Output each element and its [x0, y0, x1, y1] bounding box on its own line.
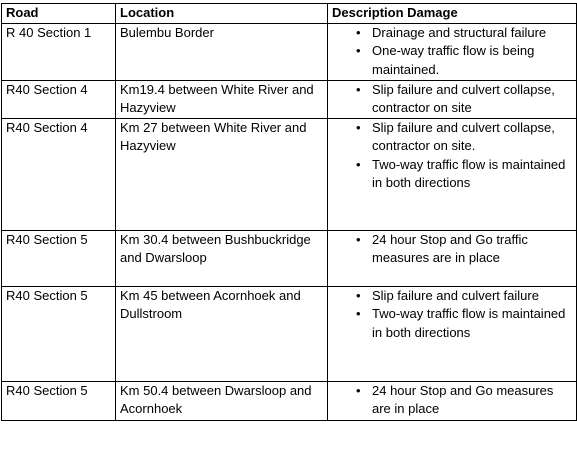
location-cell: Km 45 between Acornhoek and Dullstroom: [116, 286, 328, 381]
location-cell: Km 30.4 between Bushbuckridge and Dwarsloop: [116, 230, 328, 286]
list-item-text: Slip failure and culvert failure: [372, 287, 539, 303]
description-cell: [328, 230, 577, 286]
list-item-text: 24 hour Stop and Go measures are in place: [372, 382, 554, 416]
list-item-text: 24 hour Stop and Go traffic measures are in place: [372, 231, 528, 265]
damage-list: [332, 382, 572, 419]
list-item: [332, 42, 572, 79]
bullet-icon: •: [356, 43, 361, 58]
road-cell: R40 Section 4: [2, 80, 116, 118]
list-item: [332, 305, 572, 342]
damage-list: [332, 231, 572, 268]
header-description-damage: Description Damage: [328, 4, 577, 24]
location-cell: Km 27 between White River and Hazyview: [116, 118, 328, 230]
location-cell: Bulembu Border: [116, 23, 328, 80]
table-row: [2, 80, 577, 118]
bullet-icon: •: [356, 382, 361, 398]
list-item-text: Drainage and structural failure: [372, 24, 547, 40]
description-cell: [328, 118, 577, 230]
list-item: [332, 287, 572, 306]
list-item-text: Slip failure and culvert collapse, contractor on site: [372, 81, 555, 115]
damage-list: [332, 119, 572, 193]
location-cell: Km 50.4 between Dwarsloop and Acornhoek: [116, 381, 328, 420]
list-item: [332, 156, 572, 193]
table-row: [2, 286, 577, 381]
bullet-icon: •: [356, 156, 361, 172]
road-damage-table: [1, 3, 577, 421]
list-item-text: One-way traffic flow is being maintained.: [372, 43, 535, 77]
road-cell: R 40 Section 1: [2, 23, 116, 80]
header-row: [2, 4, 577, 24]
list-item-text: Slip failure and culvert collapse, contractor on site.: [372, 119, 555, 153]
header-location: Location: [116, 4, 328, 24]
road-cell: R40 Section 5: [2, 286, 116, 381]
description-cell: [328, 381, 577, 420]
list-item-text: Two-way traffic flow is maintained in both directions: [372, 156, 566, 190]
description-cell: [328, 23, 577, 80]
bullet-icon: •: [356, 24, 361, 40]
list-item: [332, 119, 572, 156]
road-cell: R40 Section 4: [2, 118, 116, 230]
road-cell: R40 Section 5: [2, 230, 116, 286]
bullet-icon: •: [356, 306, 361, 321]
table-row: [2, 118, 577, 230]
list-item-text: Two-way traffic flow is maintained in both directions: [372, 306, 566, 340]
road-cell: R40 Section 5: [2, 381, 116, 420]
damage-list: [332, 24, 572, 80]
damage-list: [332, 81, 572, 118]
description-cell: [328, 286, 577, 381]
damage-list: [332, 287, 572, 343]
list-item: [332, 24, 572, 43]
table-row: [2, 23, 577, 80]
table-row: [2, 381, 577, 420]
description-cell: [328, 80, 577, 118]
table-row: [2, 230, 577, 286]
bullet-icon: •: [356, 231, 361, 247]
bullet-icon: •: [356, 81, 361, 97]
bullet-icon: •: [356, 119, 361, 135]
list-item: [332, 382, 572, 419]
header-road: Road: [2, 4, 116, 24]
list-item: [332, 231, 572, 268]
bullet-icon: •: [356, 287, 361, 303]
list-item: [332, 81, 572, 118]
location-cell: Km19.4 between White River and Hazyview: [116, 80, 328, 118]
